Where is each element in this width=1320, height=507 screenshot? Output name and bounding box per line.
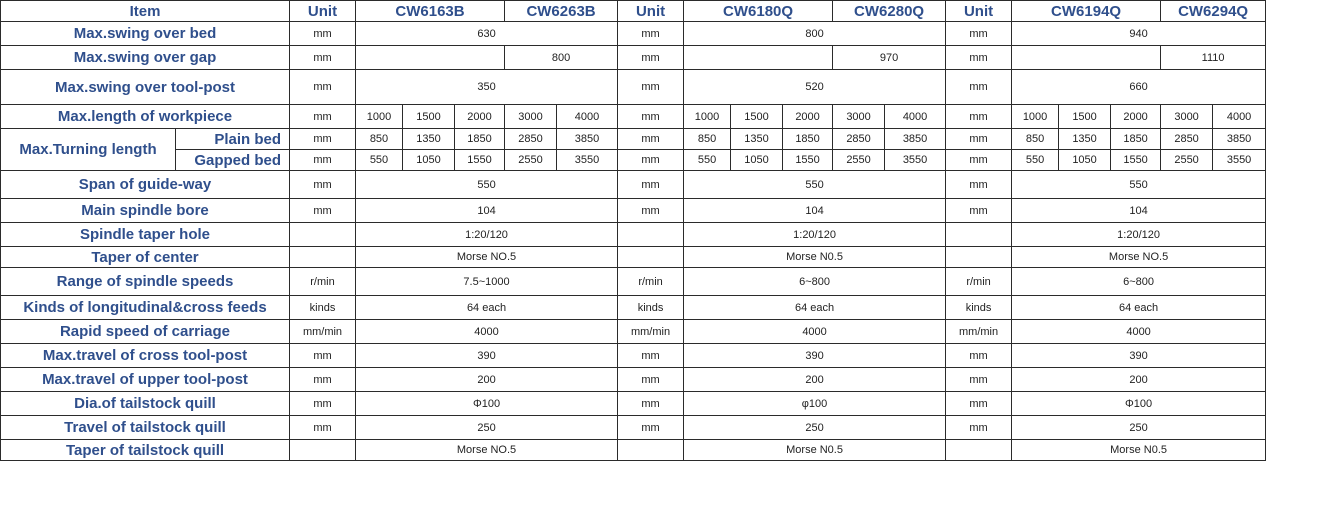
- unit-cell: [946, 247, 1012, 268]
- row-label: Max.swing over bed: [1, 22, 290, 46]
- unit-cell: mm: [290, 22, 356, 46]
- unit-cell: [290, 440, 356, 461]
- value-cell: 4000: [885, 105, 946, 129]
- row-label: Taper of tailstock quill: [1, 440, 290, 461]
- value-cell: 3550: [557, 150, 618, 171]
- value-cell: 2850: [1161, 129, 1213, 150]
- value-cell: 850: [684, 129, 731, 150]
- unit-header: Unit: [946, 1, 1012, 22]
- unit-cell: mm: [618, 129, 684, 150]
- unit-cell: mm: [946, 199, 1012, 223]
- value-cell: 2550: [1161, 150, 1213, 171]
- value-cell: 1050: [403, 150, 455, 171]
- unit-cell: mm/min: [290, 320, 356, 344]
- spec-row: [1, 70, 1320, 105]
- spec-row: [1, 105, 1320, 129]
- value-cell: 1:20/120: [356, 223, 618, 247]
- unit-cell: mm: [946, 105, 1012, 129]
- empty-cell: [684, 46, 833, 70]
- item-header: Item: [1, 1, 290, 22]
- value-cell: 1350: [731, 129, 783, 150]
- spec-row: [1, 150, 1320, 171]
- unit-cell: [946, 223, 1012, 247]
- spec-table-body: [1, 1, 1320, 461]
- value-cell: 2000: [455, 105, 505, 129]
- value-cell: Φ100: [1012, 392, 1266, 416]
- unit-header: Unit: [290, 1, 356, 22]
- value-cell: 250: [356, 416, 618, 440]
- sub-label: Plain bed: [176, 129, 290, 150]
- model-header: CW6294Q: [1161, 1, 1266, 22]
- unit-cell: mm: [290, 344, 356, 368]
- unit-cell: mm: [946, 392, 1012, 416]
- value-cell: 390: [684, 344, 946, 368]
- value-cell: 550: [684, 150, 731, 171]
- unit-cell: mm: [618, 22, 684, 46]
- value-cell: 104: [684, 199, 946, 223]
- unit-cell: mm: [618, 368, 684, 392]
- value-cell: 1350: [403, 129, 455, 150]
- spec-row: [1, 344, 1320, 368]
- spec-row: [1, 392, 1320, 416]
- empty-cell: [356, 46, 505, 70]
- unit-cell: mm: [290, 368, 356, 392]
- spec-row: [1, 296, 1320, 320]
- unit-cell: [290, 247, 356, 268]
- empty-cell: [1012, 46, 1161, 70]
- row-label: Dia.of tailstock quill: [1, 392, 290, 416]
- value-cell: 1550: [455, 150, 505, 171]
- row-label: Span of guide-way: [1, 171, 290, 199]
- unit-cell: mm: [946, 416, 1012, 440]
- model-header: CW6163B: [356, 1, 505, 22]
- value-cell: 1:20/120: [1012, 223, 1266, 247]
- value-cell: 1050: [1059, 150, 1111, 171]
- unit-cell: mm: [618, 46, 684, 70]
- value-cell: 104: [1012, 199, 1266, 223]
- unit-cell: r/min: [946, 268, 1012, 296]
- value-cell: 64 each: [684, 296, 946, 320]
- row-label: Max.swing over tool-post: [1, 70, 290, 105]
- value-cell: 6~800: [684, 268, 946, 296]
- spec-row: [1, 171, 1320, 199]
- value-cell: 1050: [731, 150, 783, 171]
- value-cell: 3000: [1161, 105, 1213, 129]
- value-cell: 550: [1012, 150, 1059, 171]
- value-cell: 1:20/120: [684, 223, 946, 247]
- spec-row: [1, 247, 1320, 268]
- value-cell: 1000: [356, 105, 403, 129]
- unit-cell: mm: [290, 150, 356, 171]
- value-cell: Φ100: [356, 392, 618, 416]
- value-cell: 1500: [731, 105, 783, 129]
- row-label: Max.travel of upper tool-post: [1, 368, 290, 392]
- unit-cell: [946, 440, 1012, 461]
- value-cell: 390: [1012, 344, 1266, 368]
- unit-cell: mm: [290, 46, 356, 70]
- value-cell: 6~800: [1012, 268, 1266, 296]
- value-cell: 1500: [403, 105, 455, 129]
- row-label: Kinds of longitudinal&cross feeds: [1, 296, 290, 320]
- value-cell: 4000: [1213, 105, 1266, 129]
- value-cell: Morse N0.5: [684, 247, 946, 268]
- unit-cell: kinds: [946, 296, 1012, 320]
- value-cell: 2850: [505, 129, 557, 150]
- unit-cell: mm: [290, 199, 356, 223]
- unit-cell: mm: [946, 46, 1012, 70]
- value-cell: 2550: [505, 150, 557, 171]
- unit-cell: mm: [290, 416, 356, 440]
- value-cell: 1000: [684, 105, 731, 129]
- unit-cell: r/min: [290, 268, 356, 296]
- value-cell: 4000: [1012, 320, 1266, 344]
- value-cell: Morse NO.5: [356, 247, 618, 268]
- model-header: CW6263B: [505, 1, 618, 22]
- value-cell: 3550: [885, 150, 946, 171]
- value-cell: 1550: [783, 150, 833, 171]
- value-cell: 2550: [833, 150, 885, 171]
- value-cell: 2000: [783, 105, 833, 129]
- value-cell: 1850: [455, 129, 505, 150]
- value-cell: 4000: [684, 320, 946, 344]
- value-cell: 550: [684, 171, 946, 199]
- spec-row: [1, 440, 1320, 461]
- value-cell: 3850: [1213, 129, 1266, 150]
- unit-cell: mm: [618, 199, 684, 223]
- value-cell: 1000: [1012, 105, 1059, 129]
- value-cell: 630: [356, 22, 618, 46]
- value-cell: 550: [1012, 171, 1266, 199]
- sub-label: Gapped bed: [176, 150, 290, 171]
- value-cell: 200: [1012, 368, 1266, 392]
- spec-row: [1, 22, 1320, 46]
- row-label: Max.swing over gap: [1, 46, 290, 70]
- row-label: Spindle taper hole: [1, 223, 290, 247]
- value-cell: 250: [1012, 416, 1266, 440]
- value-cell: Morse NO.5: [356, 440, 618, 461]
- value-cell: Morse N0.5: [684, 440, 946, 461]
- value-cell: 550: [356, 171, 618, 199]
- value-cell: 660: [1012, 70, 1266, 105]
- unit-cell: [618, 247, 684, 268]
- value-cell: 250: [684, 416, 946, 440]
- unit-cell: mm: [290, 70, 356, 105]
- unit-cell: mm/min: [618, 320, 684, 344]
- unit-cell: mm: [946, 150, 1012, 171]
- spec-row: [1, 199, 1320, 223]
- value-cell: 2000: [1111, 105, 1161, 129]
- model-header: CW6194Q: [1012, 1, 1161, 22]
- row-label: Rapid speed of carriage: [1, 320, 290, 344]
- unit-cell: mm: [618, 150, 684, 171]
- unit-cell: mm/min: [946, 320, 1012, 344]
- unit-cell: mm: [618, 171, 684, 199]
- value-cell: 3850: [557, 129, 618, 150]
- value-cell: 4000: [356, 320, 618, 344]
- value-cell: 970: [833, 46, 946, 70]
- value-cell: 350: [356, 70, 618, 105]
- unit-header: Unit: [618, 1, 684, 22]
- value-cell: Morse NO.5: [1012, 247, 1266, 268]
- value-cell: 7.5~1000: [356, 268, 618, 296]
- row-label: Travel of tailstock quill: [1, 416, 290, 440]
- value-cell: 200: [356, 368, 618, 392]
- value-cell: 3000: [833, 105, 885, 129]
- value-cell: 390: [356, 344, 618, 368]
- row-label: Max.travel of cross tool-post: [1, 344, 290, 368]
- unit-cell: kinds: [290, 296, 356, 320]
- unit-cell: mm: [618, 344, 684, 368]
- header-row: [1, 1, 1320, 22]
- spec-row: [1, 129, 1320, 150]
- spec-row: [1, 320, 1320, 344]
- unit-cell: mm: [618, 70, 684, 105]
- spec-row: [1, 46, 1320, 70]
- value-cell: 800: [684, 22, 946, 46]
- unit-cell: mm: [946, 171, 1012, 199]
- value-cell: Morse N0.5: [1012, 440, 1266, 461]
- value-cell: 550: [356, 150, 403, 171]
- value-cell: 850: [1012, 129, 1059, 150]
- value-cell: 1850: [1111, 129, 1161, 150]
- unit-cell: mm: [946, 344, 1012, 368]
- unit-cell: mm: [946, 70, 1012, 105]
- value-cell: 3000: [505, 105, 557, 129]
- value-cell: 1500: [1059, 105, 1111, 129]
- model-header: CW6280Q: [833, 1, 946, 22]
- unit-cell: mm: [946, 368, 1012, 392]
- value-cell: 3850: [885, 129, 946, 150]
- value-cell: φ100: [684, 392, 946, 416]
- value-cell: 520: [684, 70, 946, 105]
- row-label: Range of spindle speeds: [1, 268, 290, 296]
- unit-cell: mm: [290, 171, 356, 199]
- value-cell: 200: [684, 368, 946, 392]
- value-cell: 3550: [1213, 150, 1266, 171]
- spec-row: [1, 368, 1320, 392]
- unit-cell: mm: [618, 105, 684, 129]
- unit-cell: mm: [290, 129, 356, 150]
- unit-cell: kinds: [618, 296, 684, 320]
- value-cell: 1550: [1111, 150, 1161, 171]
- model-header: CW6180Q: [684, 1, 833, 22]
- value-cell: 1850: [783, 129, 833, 150]
- value-cell: 104: [356, 199, 618, 223]
- unit-cell: mm: [618, 392, 684, 416]
- value-cell: 1350: [1059, 129, 1111, 150]
- unit-cell: mm: [618, 416, 684, 440]
- unit-cell: r/min: [618, 268, 684, 296]
- row-label: Max.length of workpiece: [1, 105, 290, 129]
- value-cell: 850: [356, 129, 403, 150]
- unit-cell: mm: [946, 129, 1012, 150]
- row-label: Max.Turning length: [1, 129, 176, 171]
- spec-row: [1, 268, 1320, 296]
- spec-row: [1, 416, 1320, 440]
- unit-cell: [618, 440, 684, 461]
- value-cell: 1110: [1161, 46, 1266, 70]
- value-cell: 4000: [557, 105, 618, 129]
- value-cell: 940: [1012, 22, 1266, 46]
- value-cell: 800: [505, 46, 618, 70]
- value-cell: 64 each: [1012, 296, 1266, 320]
- unit-cell: [618, 223, 684, 247]
- row-label: Taper of center: [1, 247, 290, 268]
- unit-cell: mm: [290, 392, 356, 416]
- value-cell: 2850: [833, 129, 885, 150]
- unit-cell: mm: [290, 105, 356, 129]
- unit-cell: [290, 223, 356, 247]
- value-cell: 64 each: [356, 296, 618, 320]
- spec-row: [1, 223, 1320, 247]
- unit-cell: mm: [946, 22, 1012, 46]
- row-label: Main spindle bore: [1, 199, 290, 223]
